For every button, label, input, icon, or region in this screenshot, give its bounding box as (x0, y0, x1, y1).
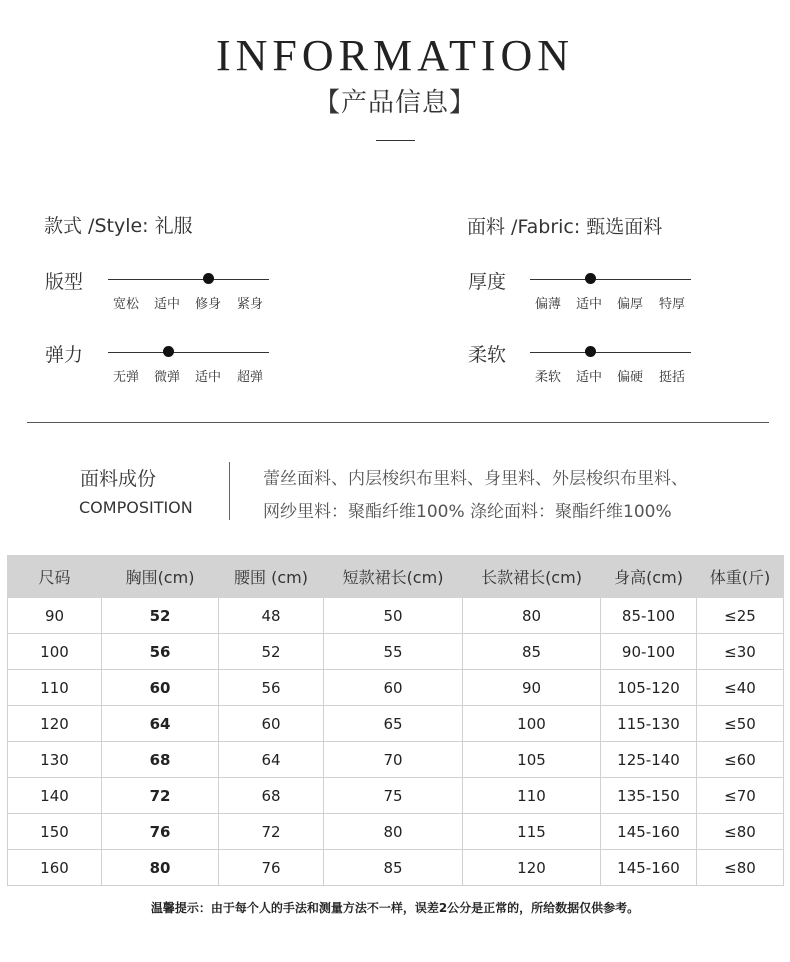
composition-text-line2: 网纱里料：聚酯纤维100% 涤纶面料：聚酯纤维100% (263, 502, 672, 522)
table-cell: 100 (463, 706, 601, 742)
table-cell: 120 (463, 850, 601, 886)
table-row (8, 634, 784, 670)
table-header-cell: 长款裙长(cm) (463, 556, 601, 598)
scale-label: 柔软 (468, 344, 507, 366)
scale-option: 偏厚 (617, 297, 644, 312)
scale-option: 适中 (576, 370, 603, 385)
table-cell: ≤60 (697, 742, 784, 778)
scale-option: 修身 (195, 297, 222, 312)
table-cell: 85-100 (601, 598, 697, 634)
table-cell: 145-160 (601, 850, 697, 886)
table-header-cell: 腰围 (cm) (219, 556, 324, 598)
table-row (8, 742, 784, 778)
size-table (7, 555, 784, 886)
table-cell: 60 (219, 706, 324, 742)
table-header-cell: 短款裙长(cm) (324, 556, 463, 598)
table-cell: 110 (8, 670, 102, 706)
scale-marker (203, 273, 214, 284)
fabric-info: 面料 /Fabric: 甄选面料 (467, 216, 663, 238)
table-cell: 130 (8, 742, 102, 778)
table-cell: 75 (324, 778, 463, 814)
table-cell: 115 (463, 814, 601, 850)
scale-option: 微弹 (154, 370, 181, 385)
header-subtitle: 【产品信息】 (313, 88, 476, 118)
table-cell: 85 (324, 850, 463, 886)
table-cell: 65 (324, 706, 463, 742)
table-row (8, 814, 784, 850)
scale-marker (585, 346, 596, 357)
composition-text-line1: 蕾丝面料、内层梭织布里料、身里料、外层梭织布里料、 (263, 469, 688, 489)
scale-marker (585, 273, 596, 284)
scale-option: 偏薄 (535, 297, 562, 312)
scale-option: 特厚 (659, 297, 686, 312)
scale-label: 弹力 (45, 344, 84, 366)
table-cell: 80 (102, 850, 219, 886)
table-cell: 85 (463, 634, 601, 670)
table-cell: 56 (102, 634, 219, 670)
table-cell: 55 (324, 634, 463, 670)
scale-track (108, 352, 269, 353)
table-cell: 90 (463, 670, 601, 706)
table-cell: 100 (8, 634, 102, 670)
table-cell: ≤80 (697, 850, 784, 886)
table-cell: ≤30 (697, 634, 784, 670)
style-info: 款式 /Style: 礼服 (44, 215, 193, 237)
scale-option: 挺括 (659, 370, 686, 385)
scale-label: 版型 (45, 271, 84, 293)
scale-option: 宽松 (113, 297, 140, 312)
table-cell: 72 (219, 814, 324, 850)
table-cell: 76 (219, 850, 324, 886)
scale-track (530, 279, 691, 280)
scale-option: 偏硬 (617, 370, 644, 385)
table-cell: 60 (102, 670, 219, 706)
composition-label-en: COMPOSITION (79, 498, 193, 517)
scale-option: 适中 (154, 297, 181, 312)
table-cell: 120 (8, 706, 102, 742)
table-cell: 160 (8, 850, 102, 886)
table-cell: 80 (324, 814, 463, 850)
table-cell: 105 (463, 742, 601, 778)
table-row (8, 670, 784, 706)
table-cell: ≤50 (697, 706, 784, 742)
table-cell: ≤40 (697, 670, 784, 706)
table-header-cell: 体重(斤) (697, 556, 784, 598)
scale-option: 无弹 (113, 370, 140, 385)
table-cell: 140 (8, 778, 102, 814)
table-cell: 125-140 (601, 742, 697, 778)
table-cell: 52 (102, 598, 219, 634)
table-cell: 110 (463, 778, 601, 814)
table-cell: 150 (8, 814, 102, 850)
table-cell: 56 (219, 670, 324, 706)
table-cell: 52 (219, 634, 324, 670)
table-cell: 105-120 (601, 670, 697, 706)
table-cell: 90-100 (601, 634, 697, 670)
section-divider (27, 422, 769, 423)
scale-option: 适中 (195, 370, 222, 385)
table-cell: ≤25 (697, 598, 784, 634)
table-row (8, 706, 784, 742)
scale-marker (163, 346, 174, 357)
table-cell: 64 (219, 742, 324, 778)
table-cell: 50 (324, 598, 463, 634)
scale-track (108, 279, 269, 280)
table-cell: 76 (102, 814, 219, 850)
scale-option: 紧身 (237, 297, 264, 312)
header-title: INFORMATION (215, 31, 575, 80)
table-header-cell: 胸围(cm) (102, 556, 219, 598)
composition-divider (229, 462, 230, 520)
table-cell: 115-130 (601, 706, 697, 742)
table-cell: 135-150 (601, 778, 697, 814)
table-header-cell: 尺码 (8, 556, 102, 598)
table-row (8, 778, 784, 814)
table-cell: 68 (102, 742, 219, 778)
table-cell: 68 (219, 778, 324, 814)
table-cell: 64 (102, 706, 219, 742)
table-cell: 80 (463, 598, 601, 634)
table-header-row (8, 556, 784, 598)
table-cell: ≤80 (697, 814, 784, 850)
composition-label-cn: 面料成份 (80, 468, 157, 490)
scale-option: 适中 (576, 297, 603, 312)
table-cell: 72 (102, 778, 219, 814)
table-row (8, 598, 784, 634)
scale-option: 超弹 (237, 370, 264, 385)
scale-track (530, 352, 691, 353)
table-cell: ≤70 (697, 778, 784, 814)
table-cell: 90 (8, 598, 102, 634)
table-cell: 70 (324, 742, 463, 778)
table-row (8, 850, 784, 886)
table-cell: 145-160 (601, 814, 697, 850)
table-cell: 48 (219, 598, 324, 634)
scale-option: 柔软 (535, 370, 562, 385)
scale-label: 厚度 (468, 271, 507, 293)
disclaimer-note: 温馨提示：由于每个人的手法和测量方法不一样，误差2公分是正常的，所给数据仅供参考。 (150, 901, 640, 915)
header-divider (376, 140, 415, 141)
table-cell: 60 (324, 670, 463, 706)
table-header-cell: 身高(cm) (601, 556, 697, 598)
